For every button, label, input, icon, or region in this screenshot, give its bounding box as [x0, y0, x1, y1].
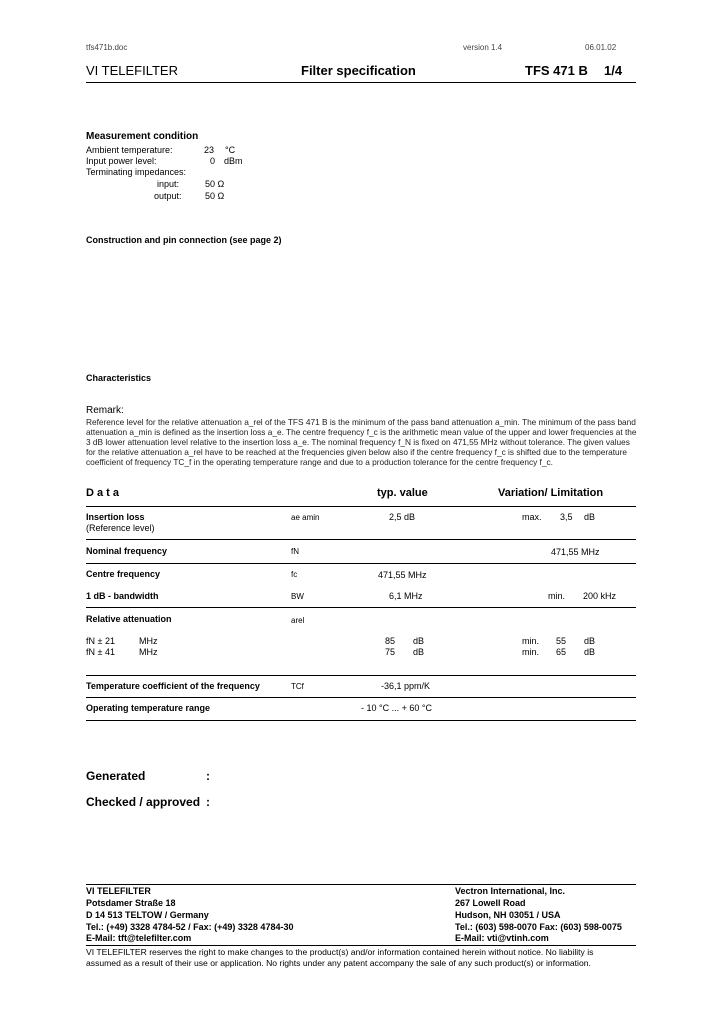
- centre-typ: 471,55 MHz: [378, 570, 427, 580]
- col-typ-header: typ. value: [377, 487, 428, 499]
- relatt-typ: 75: [385, 647, 396, 657]
- remark-text: Reference level for the relative attenuation a_rel of the TFS 471 B is the minimum of the pass band attenuation a_min. The minimum of the pass band attenuation a_min is defined as the insertion loss a_e. The centre frequency f_c is the arithmetic mean value of the upper and lower frequencies at the 3 dB lower attenuation level relative to the insertion loss a_e. The nominal frequency f_N is fixed on 471,55 MHz without tolerance. The given values for the relative attenuation a_rel have to be reached at the frequencies given below also if the centre frequency f_c is shifted due to the temperature coefficient of frequency TC_f in the operating temperature range and due to a production tolerance for the centre frequency f_c.: [86, 417, 637, 467]
- relatt-freq: fN ± 41: [86, 647, 115, 657]
- footer-left-line: D 14 513 TELTOW / Germany: [86, 910, 209, 920]
- insertion-sublabel: (Reference level): [86, 523, 155, 533]
- centre-symbol: fc: [291, 570, 298, 579]
- bandwidth-lim-val: 200 kHz: [583, 591, 617, 601]
- power-value: 0: [210, 156, 216, 166]
- tempco-symbol: TCf: [291, 682, 304, 691]
- filename: tfs471b.doc: [86, 43, 128, 52]
- insertion-symbol: ae amin: [291, 513, 320, 522]
- input-label: input:: [157, 179, 180, 189]
- bandwidth-typ: 6,1 MHz: [389, 591, 423, 601]
- row-rule: [86, 563, 636, 564]
- relatt-lim-val: 65: [556, 647, 567, 657]
- relatt-lim-word: min.: [522, 647, 540, 657]
- optemp-label: Operating temperature range: [86, 703, 211, 713]
- disclaimer: VI TELEFILTER reserves the right to make changes to the product(s) and/or information contained herein without notice. No liability is: [86, 947, 594, 957]
- optemp-typ: - 10 °C ... + 60 °C: [361, 703, 432, 713]
- nominal-symbol: fN: [291, 547, 299, 556]
- footer-left-email: E-Mail: tft@telefilter.com: [86, 933, 192, 943]
- page-number: 1/4: [604, 63, 623, 78]
- header-rule: [86, 82, 636, 83]
- impedance-label: Terminating impedances:: [86, 167, 187, 177]
- footer-bottom-rule: [86, 945, 636, 946]
- footer-right-line: 267 Lowell Road: [455, 898, 526, 908]
- relatt-label: Relative attenuation: [86, 614, 172, 624]
- checked-colon: :: [206, 795, 210, 809]
- row-rule: [86, 697, 636, 698]
- footer-top-rule: [86, 884, 636, 885]
- relatt-typ: 85: [385, 636, 396, 646]
- disclaimer: assumed as a result of their use or application. No rights under any patent accompany the sale of any such product(s) or information.: [86, 958, 591, 968]
- power-unit: dBm: [224, 156, 243, 166]
- bandwidth-symbol: BW: [291, 592, 304, 601]
- insertion-lim-word: max.: [522, 512, 542, 522]
- measurement-heading: Measurement condition: [86, 131, 199, 142]
- row-rule: [86, 607, 636, 608]
- relatt-freq-unit: MHz: [139, 636, 158, 646]
- relatt-lim-word: min.: [522, 636, 540, 646]
- characteristics-heading: Characteristics: [86, 373, 152, 383]
- relatt-lim-unit: dB: [584, 636, 596, 646]
- input-value: 50 Ω: [205, 179, 225, 189]
- relatt-lim-val: 55: [556, 636, 567, 646]
- nominal-lim: 471,55 MHz: [551, 547, 600, 557]
- generated-label: Generated: [86, 769, 146, 783]
- doc-title: Filter specification: [301, 63, 416, 78]
- power-label: Input power level:: [86, 156, 157, 166]
- relatt-freq: fN ± 21: [86, 636, 115, 646]
- footer-right-line: Tel.: (603) 598-0070 Fax: (603) 598-0075: [455, 922, 622, 932]
- construction-heading: Construction and pin connection (see page 2): [86, 235, 282, 245]
- nominal-label: Nominal frequency: [86, 546, 168, 556]
- row-rule: [86, 539, 636, 540]
- ambient-unit: °C: [225, 145, 236, 155]
- bandwidth-label: 1 dB - bandwidth: [86, 591, 159, 601]
- generated-colon: :: [206, 769, 210, 783]
- insertion-lim-val: 3,5: [560, 512, 573, 522]
- version: version 1.4: [463, 43, 503, 52]
- centre-label: Centre frequency: [86, 569, 161, 579]
- remark-label: Remark:: [86, 405, 124, 416]
- footer-right-line: Vectron International, Inc.: [455, 886, 566, 896]
- footer-left-line: Potsdamer Straße 18: [86, 898, 176, 908]
- ambient-value: 23: [204, 145, 215, 155]
- col-var-header: Variation/ Limitation: [498, 487, 604, 499]
- table-header-rule: [86, 506, 636, 507]
- part-number: TFS 471 B: [525, 63, 588, 78]
- doc-date: 06.01.02: [585, 43, 617, 52]
- col-data-header: D a t a: [86, 487, 120, 499]
- checked-label: Checked / approved: [86, 795, 201, 809]
- output-value: 50 Ω: [205, 191, 225, 201]
- insertion-label: Insertion loss: [86, 512, 145, 522]
- ambient-label: Ambient temperature:: [86, 145, 173, 155]
- company-name: VI TELEFILTER: [86, 63, 178, 78]
- relatt-freq-unit: MHz: [139, 647, 158, 657]
- footer-left-line: VI TELEFILTER: [86, 886, 151, 896]
- output-label: output:: [154, 191, 182, 201]
- table-bottom-rule: [86, 720, 636, 721]
- tempco-typ: -36,1 ppm/K: [381, 681, 431, 691]
- relatt-typ-unit: dB: [413, 647, 425, 657]
- footer-right-line: Hudson, NH 03051 / USA: [455, 910, 561, 920]
- insertion-lim-unit: dB: [584, 512, 596, 522]
- row-rule: [86, 675, 636, 676]
- footer-right-email: E-Mail: vti@vtinh.com: [455, 933, 549, 943]
- footer-left-line: Tel.: (+49) 3328 4784-52 / Fax: (+49) 3328 4784-30: [86, 922, 294, 932]
- tempco-label: Temperature coefficient of the frequency: [86, 681, 260, 691]
- relatt-typ-unit: dB: [413, 636, 425, 646]
- relatt-symbol: arel: [291, 616, 305, 625]
- insertion-typ: 2,5 dB: [389, 512, 416, 522]
- bandwidth-lim-word: min.: [548, 591, 566, 601]
- relatt-lim-unit: dB: [584, 647, 596, 657]
